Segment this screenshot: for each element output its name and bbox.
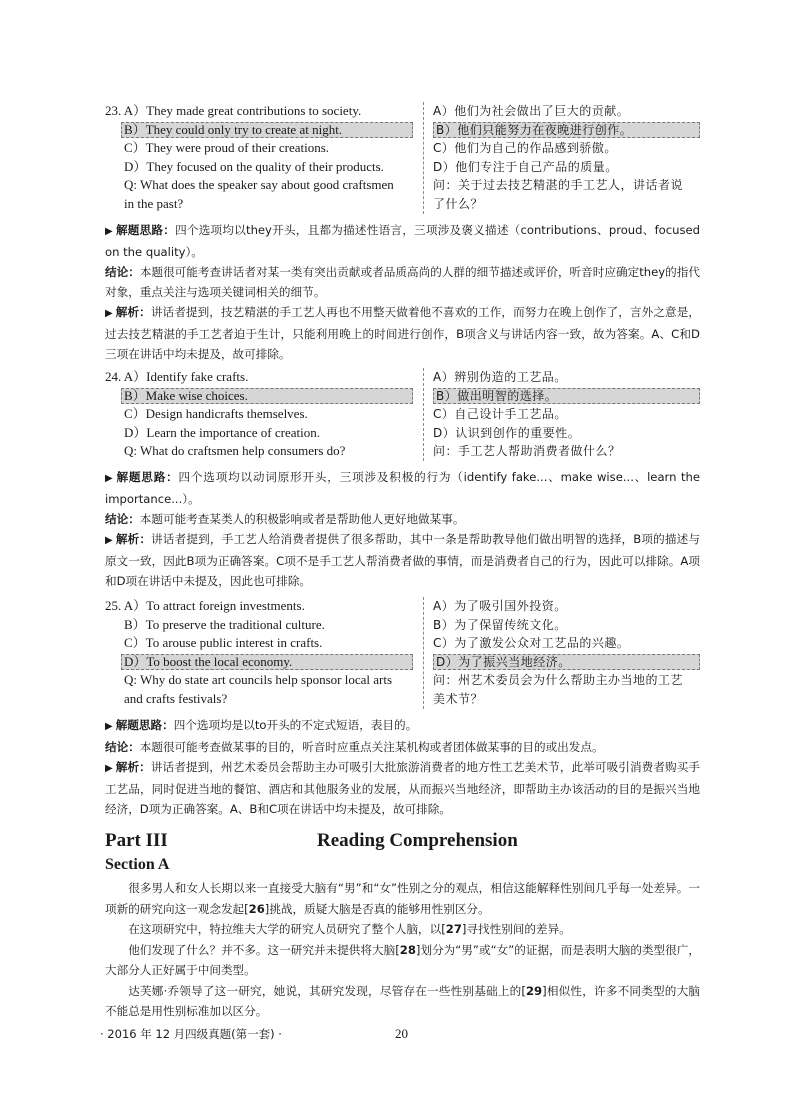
- option-zh: C）为了激发公众对工艺品的兴趣。: [433, 636, 630, 651]
- option-row-answer: [105, 653, 700, 672]
- explanation: ▶ 解析：讲话者提到，手工艺人给消费者提供了很多帮助，其中一条是帮助教导他们做出明智的选择，B项的描述与原文一致，因此B项为正确答案。C项不是手工艺人帮消费者做的事情，而是消费者自己的行为，因此可以排除。A项和D项在讲话中未提及，因此也可排除。: [105, 531, 700, 588]
- question-en: Q: Why do state art councils help sponsor local arts: [124, 672, 393, 688]
- option-row: [105, 158, 700, 177]
- option-en: 24. A）Identify fake crafts.: [105, 369, 249, 384]
- option-zh: D）认识到创作的重要性。: [433, 425, 581, 440]
- question-number: 24.: [105, 369, 124, 384]
- option-row: [105, 634, 700, 653]
- part-number: Part III: [105, 830, 168, 851]
- option-zh: D）为了振兴当地经济。: [436, 654, 571, 669]
- options-table: [105, 102, 700, 214]
- option-en: C）They were proud of their creations.: [124, 140, 330, 156]
- paragraph: 在这项研究中，特拉维夫大学的研究人员研究了整个人脑，以[27]寻找性别间的差异。: [128, 922, 571, 936]
- options-table: [105, 368, 700, 461]
- option-row: [105, 616, 700, 635]
- option-zh: A）他们为社会做出了巨大的贡献。: [433, 104, 630, 118]
- option-zh: A）辨别伪造的工艺品。: [433, 370, 567, 384]
- paragraph: 达芙娜·乔领导了这一研究，她说，其研究发现，尽管存在一些性别基础上的[29]相似性，许多不同类型的大脑不能总是用性别标准加以区分。: [105, 983, 700, 1018]
- option-row-answer: [105, 387, 700, 406]
- explanation: ▶ 解析：讲话者提到，技艺精湛的手工艺人再也不用整天做着他不喜欢的工作，而努力在晚上创作了，言外之意是，过去技艺精湛的手工艺者迫于生计，只能利用晚上的时间进行创作，B项含义与讲话内容一致，故为答案。A、C和D三项在讲话中均未提及，故可排除。: [105, 304, 700, 361]
- question-en: Q: What does the speaker say about good craftsmen: [124, 177, 394, 193]
- option-row: [105, 597, 700, 616]
- option-en-text: A）They made great contributions to society.: [123, 103, 362, 118]
- part-title: Reading Comprehension: [317, 830, 518, 851]
- reading-passage: [105, 878, 700, 1022]
- question-row: [105, 195, 700, 214]
- blank-number: 27: [445, 922, 462, 936]
- question-zh: 问：关于过去技艺精湛的手工艺人，讲话者说: [433, 178, 684, 193]
- paragraph: 很多男人和女人长期以来一直接受大脑有“男”和“女”性别之分的观点，相信这能解释性别间几乎每一处差异。一项新的研究向这一观念发起[26]挑战，质疑大脑是否真的能够用性别区分。: [105, 881, 700, 916]
- option-en: B）They could only try to create at night.: [124, 121, 343, 137]
- conclusion: 结论：本题很可能考查做某事的目的，听音时应重点关注某机构或者团体做某事的目的或出发点。: [105, 739, 604, 754]
- page-number: 20: [395, 1026, 408, 1041]
- option-en: B）Make wise choices.: [124, 387, 248, 403]
- options-table: [105, 597, 700, 709]
- option-zh: A）为了吸引国外投资。: [433, 599, 567, 613]
- section-heading: Section A: [105, 856, 170, 873]
- approach: ▶ 解题思路：四个选项均是以to开头的不定式短语，表目的。: [105, 717, 418, 732]
- triangle-icon: ▶: [105, 225, 113, 237]
- question-number: 23.: [105, 103, 124, 118]
- conclusion: 结论：本题可能考查某类人的积极影响或者是帮助他人更好地做某事。: [105, 511, 465, 526]
- option-en: 25. A）To attract foreign investments.: [105, 598, 305, 613]
- question-en: and crafts festivals?: [124, 690, 228, 706]
- question-zh: 问：州艺术委员会为什么帮助主办当地的工艺: [433, 673, 684, 688]
- option-en: C）To arouse public interest in crafts.: [124, 635, 323, 651]
- question-number: 25.: [105, 598, 124, 613]
- triangle-icon: ▶: [105, 307, 113, 319]
- analysis-block: [105, 467, 700, 591]
- question-en: in the past?: [124, 195, 184, 211]
- option-zh: B）他们只能努力在夜晚进行创作。: [436, 122, 633, 137]
- approach: ▶ 解题思路：四个选项均以动词原形开头，三项涉及积极的行为（identify fake...、make wise...、learn the importance...）。: [105, 469, 700, 506]
- question-zh: 了什么？: [433, 196, 484, 211]
- option-zh: D）他们专注于自己产品的质量。: [433, 159, 618, 174]
- paragraph: 他们发现了什么？并不多。这一研究并未提供将大脑[28]划分为“男”或“女”的证据，而是表明大脑的类型很广，大部分人正好属于中间类型。: [105, 942, 700, 977]
- triangle-icon: ▶: [105, 762, 113, 774]
- question-row: [105, 442, 700, 461]
- option-zh: B）做出明智的选择。: [436, 388, 558, 403]
- question-row: [105, 176, 700, 195]
- option-zh: C）他们为自己的作品感到骄傲。: [433, 141, 617, 156]
- blank-number: 28: [399, 942, 416, 957]
- option-row: [105, 424, 700, 443]
- option-en: [105, 102, 405, 121]
- option-row: [105, 139, 700, 158]
- option-row: [105, 405, 700, 424]
- option-row: [105, 368, 700, 387]
- triangle-icon: ▶: [105, 720, 113, 732]
- footer-label: · 2016 年 12 月四级真题(第一套) ·: [100, 1027, 282, 1041]
- option-en: D）To boost the local economy.: [124, 653, 293, 669]
- explanation: ▶ 解析：讲话者提到，州艺术委员会帮助主办可吸引大批旅游消费者的地方性工艺美术节，此举可吸引消费者购买手工艺品，同时促进当地的餐馆、酒店和其他服务业的发展，从而振兴当地经济，即帮助主办该活动的目的是振兴当地经济，D项为正确答案。A、B和C项在讲话中均未提及，故可排除。: [105, 759, 700, 816]
- conclusion: 结论：本题很可能考查讲话者对某一类有突出贡献或者品质高尚的人群的细节描述或评价，听音时应确定they的指代对象，重点关注与选项关键词相关的细节。: [105, 264, 700, 299]
- part-heading: [105, 830, 700, 856]
- option-zh: C）自己设计手工艺品。: [433, 407, 567, 422]
- question-24: [105, 368, 700, 591]
- option-en: D）Learn the importance of creation.: [124, 424, 320, 440]
- option-zh: B）为了保留传统文化。: [433, 617, 567, 632]
- analysis-block: [105, 715, 700, 819]
- triangle-icon: ▶: [105, 534, 113, 546]
- option-en: D）They focused on the quality of their products.: [124, 158, 384, 174]
- question-zh: 问：手工艺人帮助消费者做什么？: [433, 444, 621, 459]
- option-row: [105, 102, 700, 121]
- blank-number: 29: [525, 983, 543, 998]
- question-en: Q: What do craftsmen help consumers do?: [124, 443, 346, 459]
- approach: ▶ 解题思路：四个选项均以they开头，且都为描述性语言，三项涉及褒义描述（contributions、proud、focused on the quality）。: [105, 222, 701, 259]
- option-en: B）To preserve the traditional culture.: [124, 616, 325, 632]
- question-23: [105, 102, 700, 364]
- analysis-block: [105, 220, 700, 364]
- question-row: [105, 690, 700, 709]
- triangle-icon: ▶: [105, 472, 114, 484]
- question-25: [105, 597, 700, 819]
- question-zh: 美术节？: [433, 691, 484, 706]
- blank-number: 26: [248, 901, 265, 916]
- option-en: C）Design handicrafts themselves.: [124, 406, 308, 422]
- question-row: [105, 671, 700, 690]
- option-row-answer: [105, 121, 700, 140]
